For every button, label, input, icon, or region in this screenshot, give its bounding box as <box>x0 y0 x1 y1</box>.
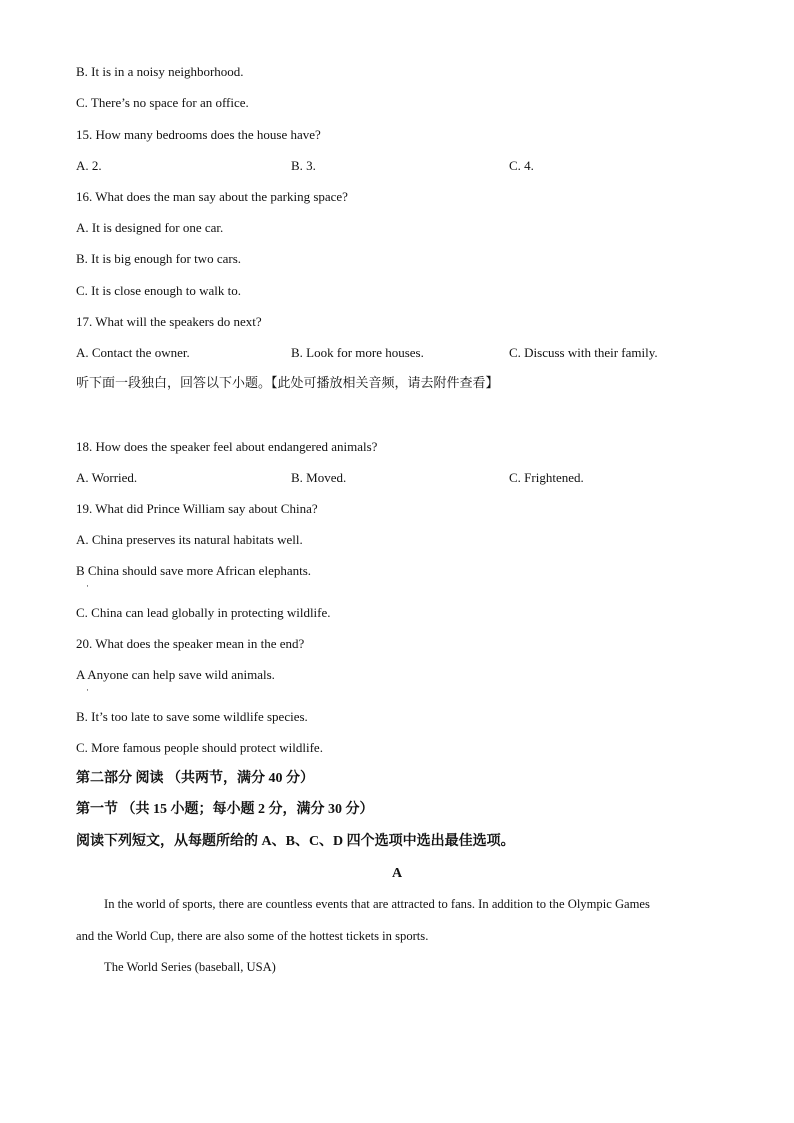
q17-option-b: B. Look for more houses. <box>291 345 424 360</box>
q18-option-a: A. Worried. <box>76 470 138 485</box>
section1-heading: 第一节 （共 15 小题；每小题 2 分，满分 30 分） <box>76 802 374 817</box>
q20-question: 20. What does the speaker mean in the end? <box>76 636 305 651</box>
q17-option-c: C. Discuss with their family. <box>509 345 658 360</box>
q18-option-b: B. Moved. <box>291 470 347 485</box>
q14-option-c: C. There’s no space for an office. <box>76 95 249 110</box>
part2-heading: 第二部分 阅读 （共两节，满分 40 分） <box>76 771 314 786</box>
q20-option-a: A Anyone can help save wild animals. <box>76 667 275 682</box>
q19-option-b: B China should save more African elephants. <box>76 563 312 578</box>
q19-option-a: A. China preserves its natural habitats well. <box>76 532 303 547</box>
passage-paragraph-1-line-1: In the world of sports, there are countless events that are attracted to fans. In addition to the Olympic Games <box>104 897 650 911</box>
passage-paragraph-2: The World Series (baseball, USA) <box>104 960 276 974</box>
q15-question: 15. How many bedrooms does the house have? <box>76 127 321 142</box>
q20-option-a-dot: · <box>86 685 89 695</box>
q20-option-c: C. More famous people should protect wildlife. <box>76 740 323 755</box>
q17-question: 17. What will the speakers do next? <box>76 314 262 329</box>
reading-instruction: 阅读下列短文，从每题所给的 A、B、C、D 四个选项中选出最佳选项。 <box>76 834 515 849</box>
q15-option-a: A. 2. <box>76 158 102 173</box>
q16-option-b: B. It is big enough for two cars. <box>76 251 242 266</box>
q18-question: 18. How does the speaker feel about endangered animals? <box>76 439 378 454</box>
q19-option-b-dot: · <box>86 581 89 591</box>
passage-paragraph-1-line-2: and the World Cup, there are also some of the hottest tickets in sports. <box>76 929 429 943</box>
q20-option-b: B. It’s too late to save some wildlife species. <box>76 709 308 724</box>
q19-option-c: C. China can lead globally in protecting wildlife. <box>76 605 331 620</box>
q16-option-c: C. It is close enough to walk to. <box>76 283 242 298</box>
q15-option-b: B. 3. <box>291 158 316 173</box>
q16-option-a: A. It is designed for one car. <box>76 220 224 235</box>
q14-option-b: B. It is in a noisy neighborhood. <box>76 64 244 79</box>
passage-label: A <box>391 866 403 881</box>
monologue-instruction: 听下面一段独白，回答以下小题。【此处可播放相关音频，请去附件查看】 <box>76 376 499 391</box>
q15-option-c: C. 4. <box>509 158 534 173</box>
q17-option-a: A. Contact the owner. <box>76 345 190 360</box>
q18-option-c: C. Frightened. <box>509 470 584 485</box>
q19-question: 19. What did Prince William say about China? <box>76 501 318 516</box>
q16-question: 16. What does the man say about the parking space? <box>76 189 348 204</box>
